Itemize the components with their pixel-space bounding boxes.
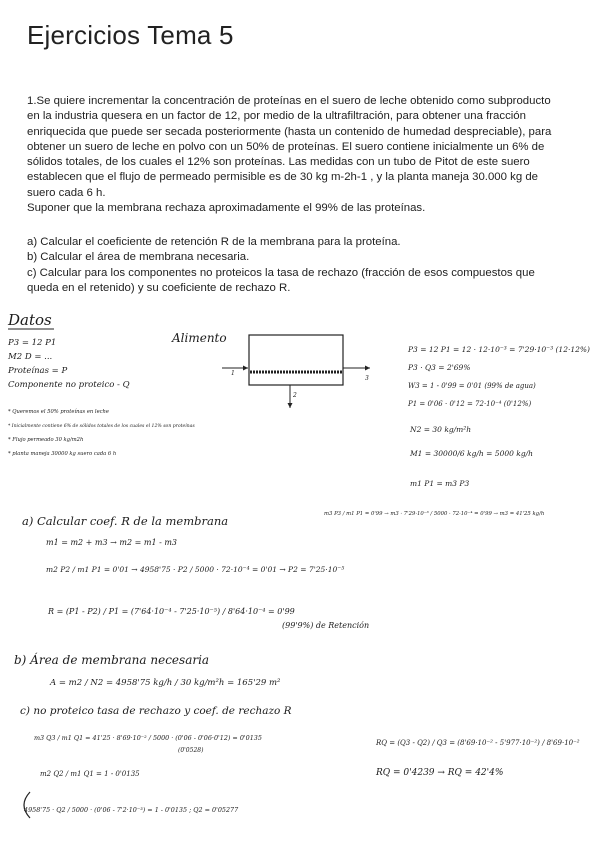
- calc-line: M1 = 30000/6 kg/h = 5000 kg/h: [410, 449, 533, 458]
- problem-line: enriquecida que puede ser secada posteriormente (hasta un contenido de humedad despreciable), para: [27, 125, 552, 138]
- calc-line: P3 = 12 P1 = 12 · 12·10⁻³ = 7'29·10⁻³ (12·12%): [408, 345, 590, 354]
- part-c-line: RQ = 0'4239 → RQ = 42'4%: [376, 768, 504, 778]
- part-c-heading: c) no proteico tasa de rechazo y coef. de rechazo R: [20, 705, 292, 717]
- calc-line: N2 = 30 kg/m²h: [410, 425, 472, 434]
- part-c-line: m2 Q2 / m1 Q1 = 1 - 0'0135: [40, 770, 140, 778]
- question-c: c) Calcular para los componentes no proteicos la tasa de rechazo (fracción de esos compuestos que: [27, 266, 535, 279]
- datos-item: Componente no proteico - Q: [8, 380, 130, 390]
- part-a-heading: a) Calcular coef. R de la membrana: [22, 514, 229, 528]
- part-a-line: (99'9%) de Retención: [282, 621, 370, 630]
- permeate-arrow-head: [288, 403, 293, 408]
- retentate-stream-label: 3: [365, 375, 369, 382]
- problem-line: suero cada 6 h.: [27, 186, 106, 199]
- question-c-cont: queda en el retenido) y su coeficiente de rechazo R.: [27, 281, 291, 294]
- problem-line: Suponer que la membrana rechaza aproximadamente el 99% de las proteínas.: [27, 202, 426, 215]
- datos-bullet: * Queremos el 50% proteínas en leche: [8, 409, 109, 415]
- problem-line: 1.Se quiere incrementar la concentración de proteínas en el suero de leche obtenido como subproducto: [27, 95, 551, 107]
- retentate-arrow-head: [365, 366, 370, 371]
- calc-line: P1 = 0'06 · 0'12 = 72·10⁻⁴ (0'12%): [408, 400, 532, 408]
- problem-line: obtener un suero de leche en polvo con un 50% de proteínas. El suero contiene inicialmente un 6% de: [27, 140, 545, 153]
- part-b-line: A = m2 / N2 = 4958'75 kg/h / 30 kg/m²h = 165'29 m²: [50, 678, 281, 688]
- part-a-line: R = (P1 - P2) / P1 = (7'64·10⁻⁴ - 7'25·10⁻⁵) / 8'64·10⁻⁴ = 0'99: [48, 607, 295, 616]
- part-b-heading: b) Área de membrana necesaria: [14, 653, 210, 667]
- problem-line: sólidos totales, de los cuales el 12% son proteínas. Las medidas con un tubo de Pitot de este suero: [27, 156, 530, 169]
- problem-line: en la industria quesera en un factor de 12, por medio de la ultrafiltración, para obtener una fracción: [27, 110, 526, 123]
- bracket-mark: [24, 792, 30, 818]
- calc-line: m3 P3 / m1 P1 = 0'99 → m3 · 7'29·10⁻³ / 5000 · 72·10⁻⁴ = 0'99 → m3 = 41'25 kg/h: [324, 511, 545, 517]
- feed-arrow-head: [243, 366, 248, 371]
- part-a-line: m2 P2 / m1 P1 = 0'01 → 4958'75 · P2 / 5000 · 72·10⁻⁴ = 0'01 → P2 = 7'25·10⁻⁵: [46, 565, 345, 574]
- problem-line: establecen que el flujo de permeado permisible es de 30 kg m-2h-1 , y la planta maneja 30.000 kg de: [27, 171, 538, 184]
- question-a: a) Calcular el coeficiente de retención R de la membrana para la proteína.: [27, 236, 401, 248]
- part-c-line: RQ = (Q3 - Q2) / Q3 = (8'69·10⁻² - 5'977·10⁻²) / 8'69·10⁻²: [376, 739, 580, 747]
- part-a-line: m1 = m2 + m3 → m2 = m1 - m3: [46, 538, 177, 547]
- question-b: b) Calcular el área de membrana necesaria.: [27, 251, 250, 264]
- part-c-line: m3 Q3 / m1 Q1 = 41'25 · 8'69·10⁻² / 5000 · (0'06 - 0'06·0'12) = 0'0135: [34, 734, 262, 742]
- datos-bullet: * Inicialmente contiene 6% de sólidos totales de los cuales el 12% son proteínas: [8, 424, 195, 429]
- permeate-stream-label: 2: [293, 392, 297, 399]
- feed-stream-label: 1: [231, 370, 235, 377]
- datos-item: Proteínas = P: [8, 366, 68, 376]
- page-title: Ejercicios Tema 5: [27, 20, 234, 50]
- part-c-line: 4958'75 · Q2 / 5000 · (0'06 - 7'2·10⁻³) = 1 - 0'0135 ; Q2 = 0'05277: [24, 806, 239, 814]
- calc-line: m1 P1 = m3 P3: [410, 479, 470, 488]
- datos-title: Datos: [8, 311, 52, 329]
- datos-bullet: * Flujo permeado 30 kg/m2h: [8, 437, 84, 443]
- datos-item: M2 D = ...: [8, 352, 53, 362]
- alimento-label: Alimento: [172, 331, 227, 345]
- part-c-line: (0'0528): [178, 747, 204, 754]
- calc-line: P3 · Q3 = 2'69%: [408, 363, 471, 372]
- datos-item: P3 = 12 P1: [8, 338, 57, 348]
- datos-bullet: * planta maneja 30000 kg suero cada 6 h: [8, 451, 117, 457]
- calc-line: W3 = 1 - 0'99 = 0'01 (99% de agua): [408, 382, 536, 390]
- membrane-module: [249, 335, 343, 385]
